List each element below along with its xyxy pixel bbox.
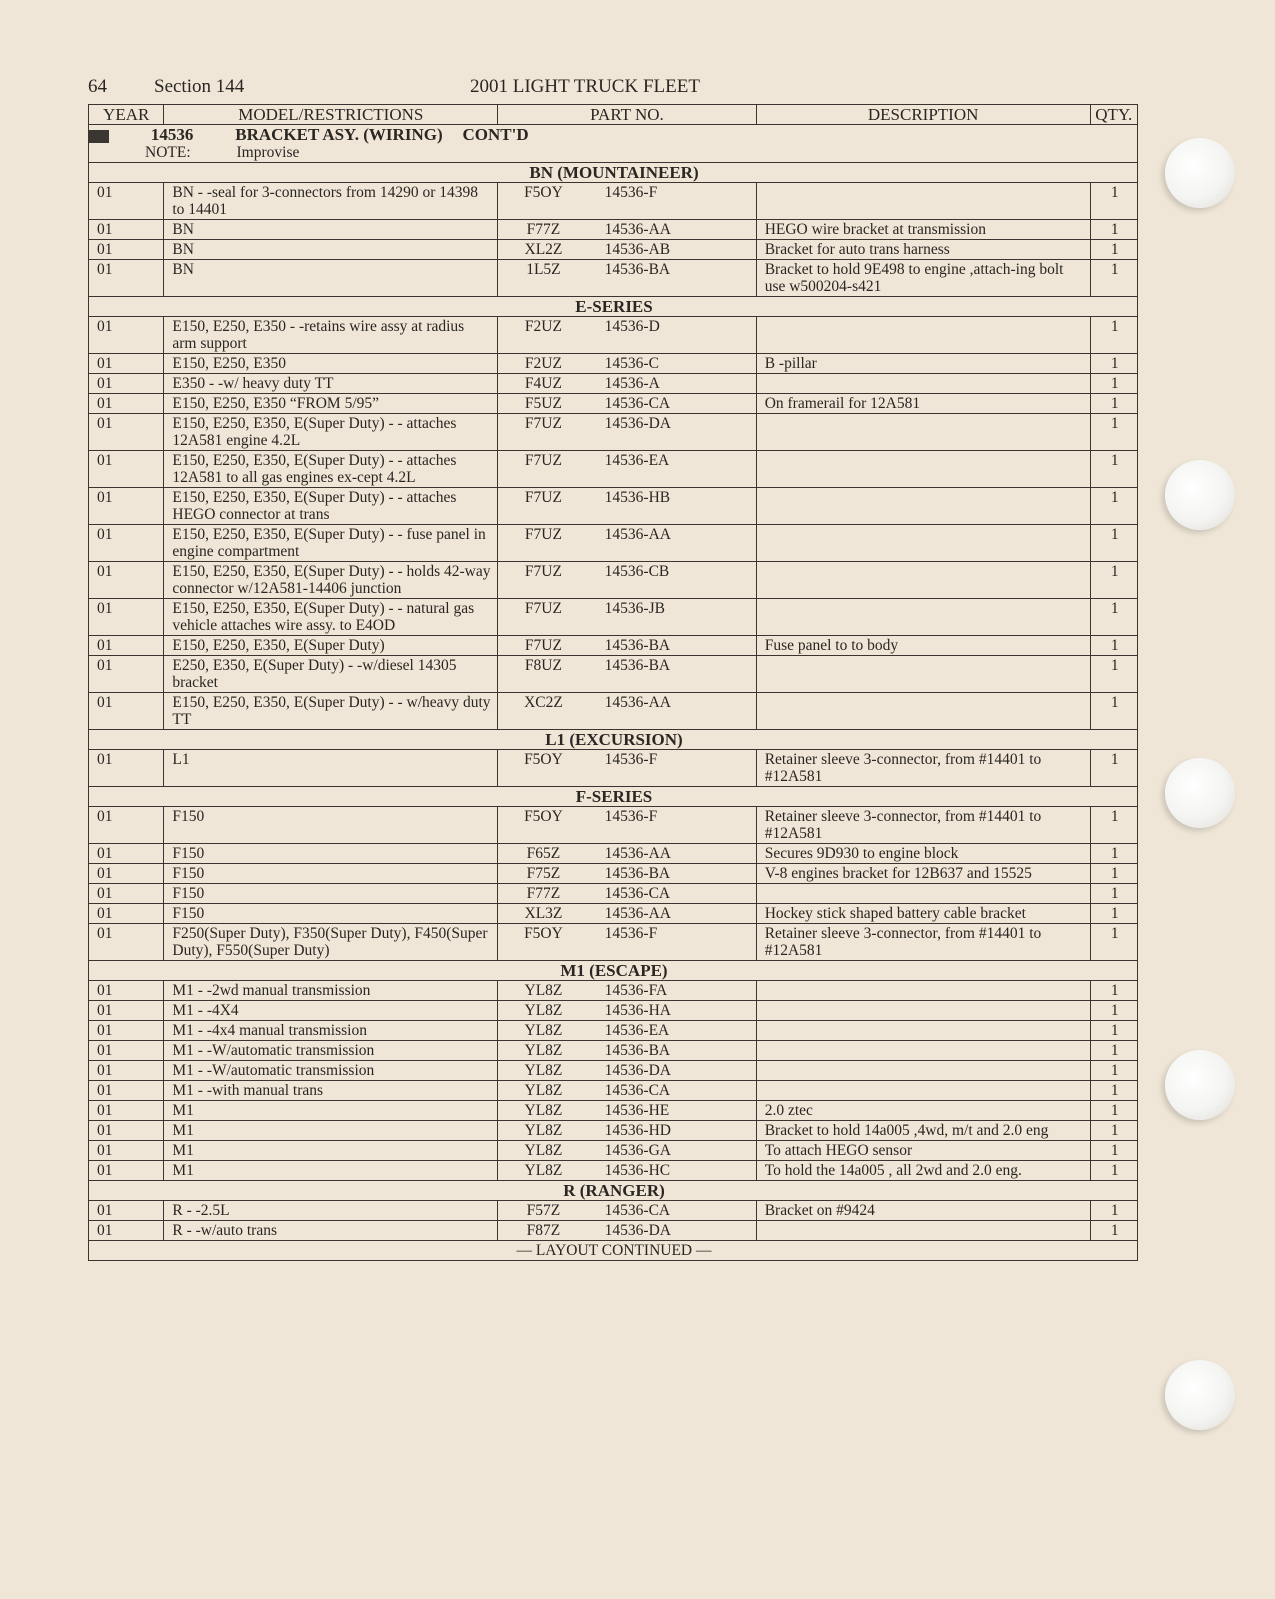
table-row xyxy=(89,693,1138,730)
description-cell xyxy=(756,884,1090,904)
year-cell: 01 xyxy=(89,1061,164,1081)
col-description: DESCRIPTION xyxy=(756,105,1090,125)
part-number-cell: 14536-F xyxy=(595,924,757,961)
part-number-cell: 14536-AA xyxy=(595,525,757,562)
table-row xyxy=(89,374,1138,394)
section-heading xyxy=(89,730,1138,750)
model-cell: E150, E250, E350, E(Super Duty) xyxy=(164,636,498,656)
description-cell xyxy=(756,1041,1090,1061)
model-cell: E150, E250, E350, E(Super Duty) - - natural gas vehicle attaches wire assy. to E4OD xyxy=(164,599,498,636)
qty-cell: 1 xyxy=(1090,844,1137,864)
table-row xyxy=(89,844,1138,864)
year-cell: 01 xyxy=(89,884,164,904)
part-prefix-cell: F7UZ xyxy=(498,636,595,656)
model-cell: BN xyxy=(164,220,498,240)
model-cell: R - -2.5L xyxy=(164,1201,498,1221)
part-number-cell: 14536-HD xyxy=(595,1121,757,1141)
qty-cell: 1 xyxy=(1090,562,1137,599)
section-title: L1 (EXCURSION) xyxy=(89,730,1138,750)
qty-cell: 1 xyxy=(1090,1161,1137,1181)
table-row xyxy=(89,1081,1138,1101)
part-number-cell: 14536-FA xyxy=(595,981,757,1001)
part-number-cell: 14536-AA xyxy=(595,693,757,730)
year-cell: 01 xyxy=(89,414,164,451)
model-cell: E150, E250, E350, E(Super Duty) - - attaches 12A581 to all gas engines ex-cept 4.2L xyxy=(164,451,498,488)
table-row xyxy=(89,240,1138,260)
year-cell: 01 xyxy=(89,183,164,220)
model-cell: M1 xyxy=(164,1101,498,1121)
model-cell: BN xyxy=(164,260,498,297)
part-prefix-cell: 1L5Z xyxy=(498,260,595,297)
year-cell: 01 xyxy=(89,354,164,374)
model-cell: M1 - -W/automatic transmission xyxy=(164,1061,498,1081)
page-number: 64 xyxy=(88,76,107,97)
part-number-cell: 14536-F xyxy=(595,807,757,844)
section-heading xyxy=(89,163,1138,183)
year-cell: 01 xyxy=(89,981,164,1001)
description-cell: V-8 engines bracket for 12B637 and 15525 xyxy=(756,864,1090,884)
description-cell xyxy=(756,488,1090,525)
year-cell: 01 xyxy=(89,394,164,414)
description-cell xyxy=(756,374,1090,394)
model-cell: BN - -seal for 3-connectors from 14290 or 14398 to 14401 xyxy=(164,183,498,220)
part-prefix-cell: YL8Z xyxy=(498,1101,595,1121)
qty-cell: 1 xyxy=(1090,1061,1137,1081)
year-cell: 01 xyxy=(89,599,164,636)
part-number-cell: 14536-D xyxy=(595,317,757,354)
note-value: Improvise xyxy=(236,144,300,161)
part-prefix-cell: YL8Z xyxy=(498,1121,595,1141)
layout-continued-note: — LAYOUT CONTINUED — xyxy=(89,1241,1138,1261)
qty-cell: 1 xyxy=(1090,260,1137,297)
part-prefix-cell: F5UZ xyxy=(498,394,595,414)
part-number-cell: 14536-HB xyxy=(595,488,757,525)
year-cell: 01 xyxy=(89,693,164,730)
year-cell: 01 xyxy=(89,488,164,525)
binder-hole xyxy=(1165,758,1235,828)
qty-cell: 1 xyxy=(1090,636,1137,656)
table-row xyxy=(89,183,1138,220)
model-cell: M1 - -4X4 xyxy=(164,1001,498,1021)
part-prefix-cell: YL8Z xyxy=(498,1161,595,1181)
model-cell: E150, E250, E350, E(Super Duty) - - fuse panel in engine compartment xyxy=(164,525,498,562)
part-prefix-cell: F7UZ xyxy=(498,562,595,599)
qty-cell: 1 xyxy=(1090,220,1137,240)
description-cell: On framerail for 12A581 xyxy=(756,394,1090,414)
table-row xyxy=(89,884,1138,904)
description-cell: Bracket to hold 9E498 to engine ,attach-ing bolt use w500204-s421 xyxy=(756,260,1090,297)
part-number-cell: 14536-BA xyxy=(595,656,757,693)
part-prefix-cell: YL8Z xyxy=(498,1141,595,1161)
part-number-cell: 14536-CA xyxy=(595,1081,757,1101)
part-prefix-cell: F5OY xyxy=(498,750,595,787)
year-cell: 01 xyxy=(89,1121,164,1141)
model-cell: E250, E350, E(Super Duty) - -w/diesel 14305 bracket xyxy=(164,656,498,693)
year-cell: 01 xyxy=(89,1161,164,1181)
qty-cell: 1 xyxy=(1090,183,1137,220)
year-cell: 01 xyxy=(89,807,164,844)
qty-cell: 1 xyxy=(1090,451,1137,488)
part-prefix-cell: YL8Z xyxy=(498,981,595,1001)
part-prefix-cell: F65Z xyxy=(498,844,595,864)
part-prefix-cell: F7UZ xyxy=(498,599,595,636)
section-heading xyxy=(89,787,1138,807)
description-cell xyxy=(756,1061,1090,1081)
group-marker-icon xyxy=(89,130,109,143)
part-number-cell: 14536-C xyxy=(595,354,757,374)
part-number-cell: 14536-AA xyxy=(595,904,757,924)
qty-cell: 1 xyxy=(1090,981,1137,1001)
binder-hole xyxy=(1165,1050,1235,1120)
year-cell: 01 xyxy=(89,1041,164,1061)
year-cell: 01 xyxy=(89,636,164,656)
part-prefix-cell: YL8Z xyxy=(498,1081,595,1101)
qty-cell: 1 xyxy=(1090,693,1137,730)
description-cell xyxy=(756,1021,1090,1041)
part-prefix-cell: YL8Z xyxy=(498,1041,595,1061)
model-cell: M1 - -2wd manual transmission xyxy=(164,981,498,1001)
year-cell: 01 xyxy=(89,864,164,884)
table-row xyxy=(89,220,1138,240)
group-heading xyxy=(89,125,1138,163)
section-heading xyxy=(89,297,1138,317)
description-cell: Hockey stick shaped battery cable bracket xyxy=(756,904,1090,924)
group-title: BRACKET ASY. (WIRING) xyxy=(235,125,443,144)
part-prefix-cell: F7UZ xyxy=(498,451,595,488)
part-prefix-cell: F2UZ xyxy=(498,317,595,354)
description-cell: Fuse panel to to body xyxy=(756,636,1090,656)
description-cell: Retainer sleeve 3-connector, from #14401 to #12A581 xyxy=(756,807,1090,844)
table-row xyxy=(89,317,1138,354)
table-row xyxy=(89,1021,1138,1041)
col-year: YEAR xyxy=(89,105,164,125)
qty-cell: 1 xyxy=(1090,1081,1137,1101)
table-row xyxy=(89,1101,1138,1121)
part-prefix-cell: F77Z xyxy=(498,220,595,240)
table-row xyxy=(89,1041,1138,1061)
description-cell xyxy=(756,451,1090,488)
qty-cell: 1 xyxy=(1090,525,1137,562)
part-number-cell: 14536-CA xyxy=(595,884,757,904)
group-number: 14536 xyxy=(150,125,194,144)
section-heading xyxy=(89,1181,1138,1201)
model-cell: F150 xyxy=(164,904,498,924)
table-row xyxy=(89,924,1138,961)
year-cell: 01 xyxy=(89,1101,164,1121)
table-row xyxy=(89,656,1138,693)
table-row xyxy=(89,750,1138,787)
description-cell: Bracket on #9424 xyxy=(756,1201,1090,1221)
model-cell: M1 xyxy=(164,1121,498,1141)
table-row xyxy=(89,904,1138,924)
description-cell xyxy=(756,525,1090,562)
description-cell: 2.0 ztec xyxy=(756,1101,1090,1121)
year-cell: 01 xyxy=(89,844,164,864)
qty-cell: 1 xyxy=(1090,750,1137,787)
year-cell: 01 xyxy=(89,240,164,260)
model-cell: M1 - -with manual trans xyxy=(164,1081,498,1101)
qty-cell: 1 xyxy=(1090,414,1137,451)
qty-cell: 1 xyxy=(1090,884,1137,904)
model-cell: F150 xyxy=(164,884,498,904)
year-cell: 01 xyxy=(89,1221,164,1241)
table-row xyxy=(89,394,1138,414)
qty-cell: 1 xyxy=(1090,1141,1137,1161)
year-cell: 01 xyxy=(89,656,164,693)
model-cell: E350 - -w/ heavy duty TT xyxy=(164,374,498,394)
year-cell: 01 xyxy=(89,220,164,240)
year-cell: 01 xyxy=(89,1141,164,1161)
qty-cell: 1 xyxy=(1090,1041,1137,1061)
table-row xyxy=(89,1221,1138,1241)
table-row xyxy=(89,1201,1138,1221)
year-cell: 01 xyxy=(89,904,164,924)
col-model: MODEL/RESTRICTIONS xyxy=(164,105,498,125)
qty-cell: 1 xyxy=(1090,904,1137,924)
part-number-cell: 14536-EA xyxy=(595,1021,757,1041)
year-cell: 01 xyxy=(89,562,164,599)
table-row xyxy=(89,1121,1138,1141)
model-cell: M1 xyxy=(164,1141,498,1161)
year-cell: 01 xyxy=(89,1021,164,1041)
model-cell: F250(Super Duty), F350(Super Duty), F450(Super Duty), F550(Super Duty) xyxy=(164,924,498,961)
year-cell: 01 xyxy=(89,1081,164,1101)
part-number-cell: 14536-BA xyxy=(595,864,757,884)
part-number-cell: 14536-BA xyxy=(595,260,757,297)
qty-cell: 1 xyxy=(1090,488,1137,525)
table-row xyxy=(89,1141,1138,1161)
part-prefix-cell: F8UZ xyxy=(498,656,595,693)
part-number-cell: 14536-EA xyxy=(595,451,757,488)
year-cell: 01 xyxy=(89,1001,164,1021)
year-cell: 01 xyxy=(89,525,164,562)
part-number-cell: 14536-A xyxy=(595,374,757,394)
part-prefix-cell: F7UZ xyxy=(498,488,595,525)
model-cell: L1 xyxy=(164,750,498,787)
section-label: Section 144 xyxy=(154,76,245,97)
description-cell xyxy=(756,981,1090,1001)
section-title: M1 (ESCAPE) xyxy=(89,961,1138,981)
part-number-cell: 14536-HE xyxy=(595,1101,757,1121)
note-label: NOTE: xyxy=(145,144,191,161)
part-number-cell: 14536-DA xyxy=(595,414,757,451)
part-prefix-cell: F77Z xyxy=(498,884,595,904)
description-cell xyxy=(756,317,1090,354)
description-cell xyxy=(756,1081,1090,1101)
description-cell xyxy=(756,414,1090,451)
model-cell: E150, E250, E350, E(Super Duty) - - w/heavy duty TT xyxy=(164,693,498,730)
section-title: E-SERIES xyxy=(89,297,1138,317)
model-cell: E150, E250, E350, E(Super Duty) - - attaches HEGO connector at trans xyxy=(164,488,498,525)
year-cell: 01 xyxy=(89,451,164,488)
part-prefix-cell: F57Z xyxy=(498,1201,595,1221)
part-number-cell: 14536-F xyxy=(595,750,757,787)
qty-cell: 1 xyxy=(1090,1021,1137,1041)
col-part-no: PART NO. xyxy=(498,105,756,125)
section-title: BN (MOUNTAINEER) xyxy=(89,163,1138,183)
qty-cell: 1 xyxy=(1090,1121,1137,1141)
table-row xyxy=(89,981,1138,1001)
model-cell: E150, E250, E350 xyxy=(164,354,498,374)
part-number-cell: 14536-GA xyxy=(595,1141,757,1161)
qty-cell: 1 xyxy=(1090,1221,1137,1241)
qty-cell: 1 xyxy=(1090,807,1137,844)
model-cell: M1 - -4x4 manual transmission xyxy=(164,1021,498,1041)
col-qty: QTY. xyxy=(1090,105,1137,125)
part-prefix-cell: F4UZ xyxy=(498,374,595,394)
page-header xyxy=(88,76,1138,100)
description-cell xyxy=(756,183,1090,220)
qty-cell: 1 xyxy=(1090,924,1137,961)
part-number-cell: 14536-AA xyxy=(595,220,757,240)
part-prefix-cell: XL3Z xyxy=(498,904,595,924)
description-cell: Bracket to hold 14a005 ,4wd, m/t and 2.0 eng xyxy=(756,1121,1090,1141)
description-cell: Secures 9D930 to engine block xyxy=(756,844,1090,864)
qty-cell: 1 xyxy=(1090,1001,1137,1021)
binder-hole xyxy=(1165,138,1235,208)
table-row xyxy=(89,451,1138,488)
qty-cell: 1 xyxy=(1090,394,1137,414)
qty-cell: 1 xyxy=(1090,317,1137,354)
table-row xyxy=(89,1061,1138,1081)
description-cell: Retainer sleeve 3-connector, from #14401 to #12A581 xyxy=(756,924,1090,961)
part-prefix-cell: YL8Z xyxy=(498,1061,595,1081)
part-prefix-cell: YL8Z xyxy=(498,1001,595,1021)
section-heading xyxy=(89,961,1138,981)
table-row xyxy=(89,1161,1138,1181)
table-row xyxy=(89,864,1138,884)
model-cell: R - -w/auto trans xyxy=(164,1221,498,1241)
model-cell: M1 - -W/automatic transmission xyxy=(164,1041,498,1061)
part-number-cell: 14536-AA xyxy=(595,844,757,864)
year-cell: 01 xyxy=(89,1201,164,1221)
part-prefix-cell: F5OY xyxy=(498,807,595,844)
part-number-cell: 14536-HC xyxy=(595,1161,757,1181)
part-prefix-cell: XC2Z xyxy=(498,693,595,730)
qty-cell: 1 xyxy=(1090,864,1137,884)
part-prefix-cell: F87Z xyxy=(498,1221,595,1241)
binder-hole xyxy=(1165,1360,1235,1430)
qty-cell: 1 xyxy=(1090,1201,1137,1221)
table-row xyxy=(89,599,1138,636)
table-row xyxy=(89,807,1138,844)
model-cell: E150, E250, E350, E(Super Duty) - - attaches 12A581 engine 4.2L xyxy=(164,414,498,451)
part-number-cell: 14536-F xyxy=(595,183,757,220)
section-title: F-SERIES xyxy=(89,787,1138,807)
part-prefix-cell: YL8Z xyxy=(498,1021,595,1041)
catalog-title: 2001 LIGHT TRUCK FLEET xyxy=(470,76,700,97)
parts-table xyxy=(88,104,1138,1261)
part-number-cell: 14536-CB xyxy=(595,562,757,599)
description-cell: Retainer sleeve 3-connector, from #14401 to #12A581 xyxy=(756,750,1090,787)
model-cell: F150 xyxy=(164,844,498,864)
model-cell: F150 xyxy=(164,807,498,844)
qty-cell: 1 xyxy=(1090,354,1137,374)
part-prefix-cell: F5OY xyxy=(498,924,595,961)
part-number-cell: 14536-BA xyxy=(595,636,757,656)
table-row xyxy=(89,562,1138,599)
table-row xyxy=(89,260,1138,297)
qty-cell: 1 xyxy=(1090,599,1137,636)
description-cell: HEGO wire bracket at transmission xyxy=(756,220,1090,240)
part-number-cell: 14536-CA xyxy=(595,394,757,414)
model-cell: F150 xyxy=(164,864,498,884)
year-cell: 01 xyxy=(89,317,164,354)
qty-cell: 1 xyxy=(1090,1101,1137,1121)
model-cell: M1 xyxy=(164,1161,498,1181)
part-number-cell: 14536-HA xyxy=(595,1001,757,1021)
part-number-cell: 14536-BA xyxy=(595,1041,757,1061)
model-cell: E150, E250, E350 “FROM 5/95” xyxy=(164,394,498,414)
part-prefix-cell: F7UZ xyxy=(498,525,595,562)
table-row xyxy=(89,1001,1138,1021)
description-cell xyxy=(756,1001,1090,1021)
table-row xyxy=(89,525,1138,562)
part-prefix-cell: F5OY xyxy=(498,183,595,220)
description-cell: To hold the 14a005 , all 2wd and 2.0 eng. xyxy=(756,1161,1090,1181)
description-cell: B -pillar xyxy=(756,354,1090,374)
year-cell: 01 xyxy=(89,260,164,297)
model-cell: E150, E250, E350, E(Super Duty) - - holds 42-way connector w/12A581-14406 junction xyxy=(164,562,498,599)
part-prefix-cell: F2UZ xyxy=(498,354,595,374)
year-cell: 01 xyxy=(89,374,164,394)
model-cell: BN xyxy=(164,240,498,260)
group-continued: CONT'D xyxy=(462,125,529,144)
part-number-cell: 14536-DA xyxy=(595,1061,757,1081)
footer-row xyxy=(89,1241,1138,1261)
qty-cell: 1 xyxy=(1090,240,1137,260)
model-cell: E150, E250, E350 - -retains wire assy at radius arm support xyxy=(164,317,498,354)
part-prefix-cell: F7UZ xyxy=(498,414,595,451)
part-prefix-cell: XL2Z xyxy=(498,240,595,260)
table-row xyxy=(89,354,1138,374)
qty-cell: 1 xyxy=(1090,374,1137,394)
column-header-row xyxy=(89,105,1138,125)
qty-cell: 1 xyxy=(1090,656,1137,693)
part-number-cell: 14536-AB xyxy=(595,240,757,260)
description-cell xyxy=(756,599,1090,636)
description-cell: Bracket for auto trans harness xyxy=(756,240,1090,260)
part-number-cell: 14536-DA xyxy=(595,1221,757,1241)
description-cell xyxy=(756,656,1090,693)
part-number-cell: 14536-CA xyxy=(595,1201,757,1221)
description-cell xyxy=(756,562,1090,599)
section-title: R (RANGER) xyxy=(89,1181,1138,1201)
year-cell: 01 xyxy=(89,750,164,787)
binder-hole xyxy=(1165,460,1235,530)
table-row xyxy=(89,414,1138,451)
description-cell xyxy=(756,1221,1090,1241)
description-cell xyxy=(756,693,1090,730)
table-row xyxy=(89,488,1138,525)
year-cell: 01 xyxy=(89,924,164,961)
table-row xyxy=(89,636,1138,656)
part-prefix-cell: F75Z xyxy=(498,864,595,884)
part-number-cell: 14536-JB xyxy=(595,599,757,636)
description-cell: To attach HEGO sensor xyxy=(756,1141,1090,1161)
